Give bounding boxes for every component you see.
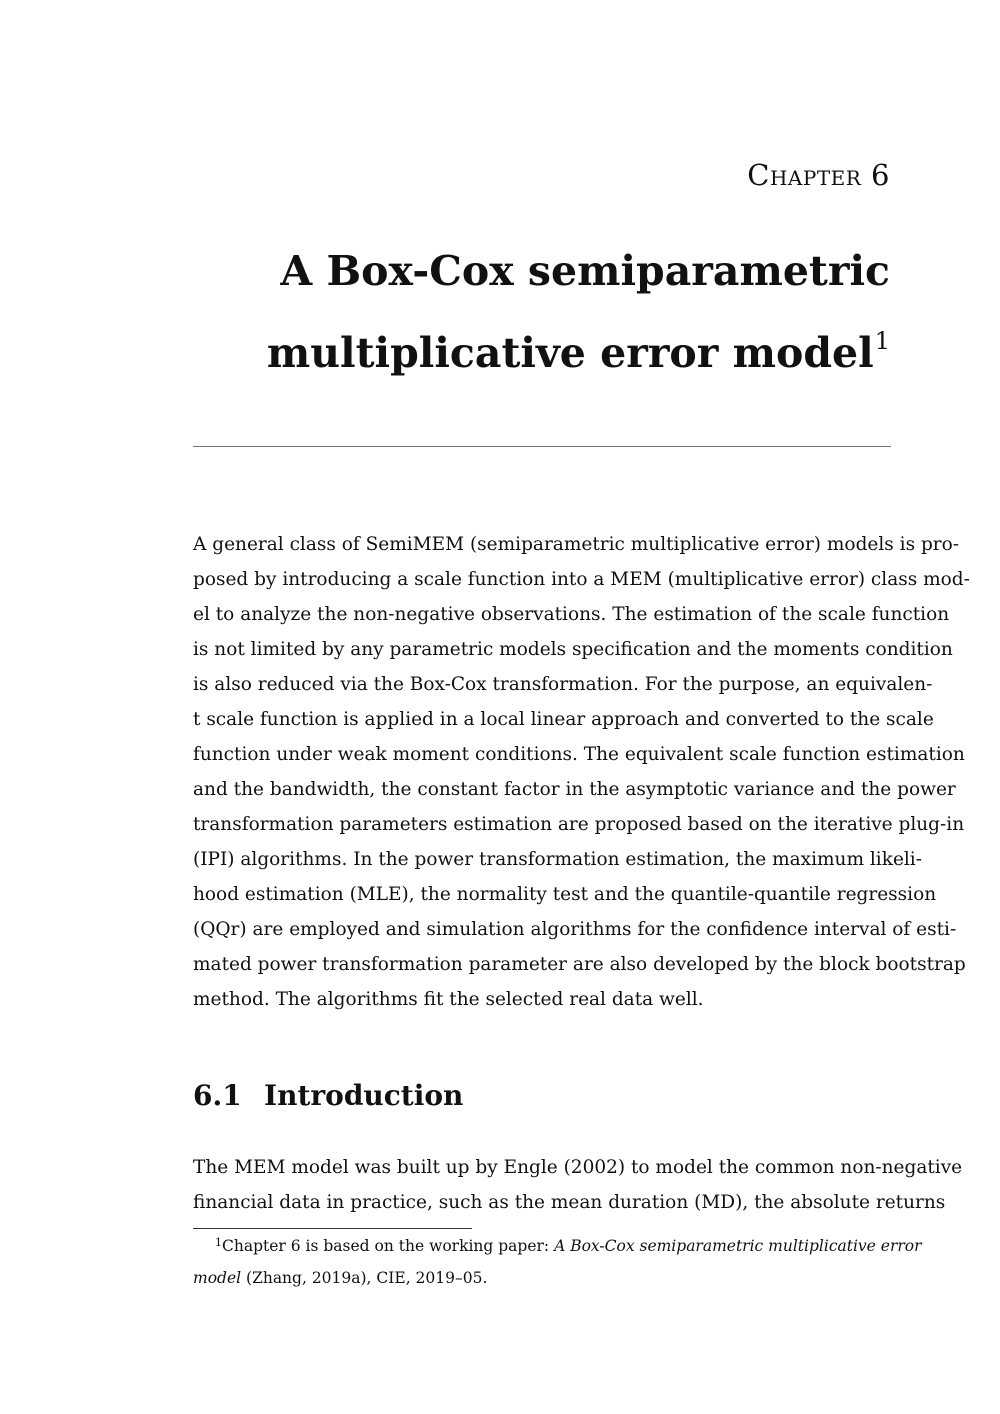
chapter-title-line-2-text: multiplicative error model — [266, 329, 874, 377]
abstract-line: is not limited by any parametric models specification and the moments condition — [193, 639, 953, 660]
footnote — [193, 1230, 922, 1294]
abstract-line: A general class of SemiMEM (semiparametric multiplicative error) models is pro- — [193, 534, 960, 555]
abstract-line: transformation parameters estimation are proposed based on the iterative plug-in — [193, 814, 965, 835]
chapter-title-line-1: A Box-Cox semiparametric — [280, 247, 890, 295]
footnote-mark: 1 — [215, 1236, 222, 1249]
abstract-line: t scale function is applied in a local linear approach and converted to the scale — [193, 709, 934, 730]
intro-line: The MEM model was built up by Engle (2002) to model the common non-negative — [193, 1157, 963, 1178]
section-number: 6.1 — [193, 1079, 242, 1112]
abstract-line: and the bandwidth, the constant factor in the asymptotic variance and the power — [193, 779, 956, 800]
abstract-line: is also reduced via the Box-Cox transformation. For the purpose, an equivalen- — [193, 674, 933, 695]
abstract-line: el to analyze the non-negative observations. The estimation of the scale function — [193, 604, 950, 625]
abstract-line: (IPI) algorithms. In the power transformation estimation, the maximum likeli- — [193, 849, 922, 870]
footnote-paper-title: A Box-Cox semiparametric multiplicative error — [554, 1237, 922, 1255]
abstract-line: posed by introducing a scale function into a MEM (multiplicative error) class mod- — [193, 569, 970, 590]
abstract-line: hood estimation (MLE), the normality test and the quantile-quantile regression — [193, 884, 937, 905]
chapter-title — [190, 230, 890, 394]
chapter-label: Chapter 6 — [747, 158, 890, 192]
footnote-divider — [193, 1228, 472, 1229]
intro-paragraph — [193, 1150, 963, 1220]
footnote-paper-title-end: model — [193, 1269, 242, 1287]
title-footnote-mark[interactable]: 1 — [874, 327, 890, 355]
footnote-line-2 — [193, 1262, 891, 1294]
intro-line: financial data in practice, such as the mean duration (MD), the absolute returns — [193, 1192, 946, 1213]
chapter-title-line-2 — [190, 312, 890, 394]
abstract — [193, 527, 970, 1017]
footnote-citation: (Zhang, 2019a), CIE, 2019–05. — [241, 1269, 488, 1287]
section-title: Introduction — [264, 1079, 464, 1112]
footnote-text: Chapter 6 is based on the working paper: — [222, 1237, 555, 1255]
section-heading — [193, 1079, 463, 1112]
abstract-line: (QQr) are employed and simulation algorithms for the confidence interval of esti- — [193, 919, 957, 940]
footnote-line-1 — [193, 1230, 922, 1262]
abstract-line: function under weak moment conditions. The equivalent scale function estimation — [193, 744, 965, 765]
abstract-line: method. The algorithms fit the selected real data well. — [193, 989, 704, 1010]
abstract-line: mated power transformation parameter are also developed by the block bootstrap — [193, 954, 966, 975]
title-divider — [193, 446, 891, 447]
